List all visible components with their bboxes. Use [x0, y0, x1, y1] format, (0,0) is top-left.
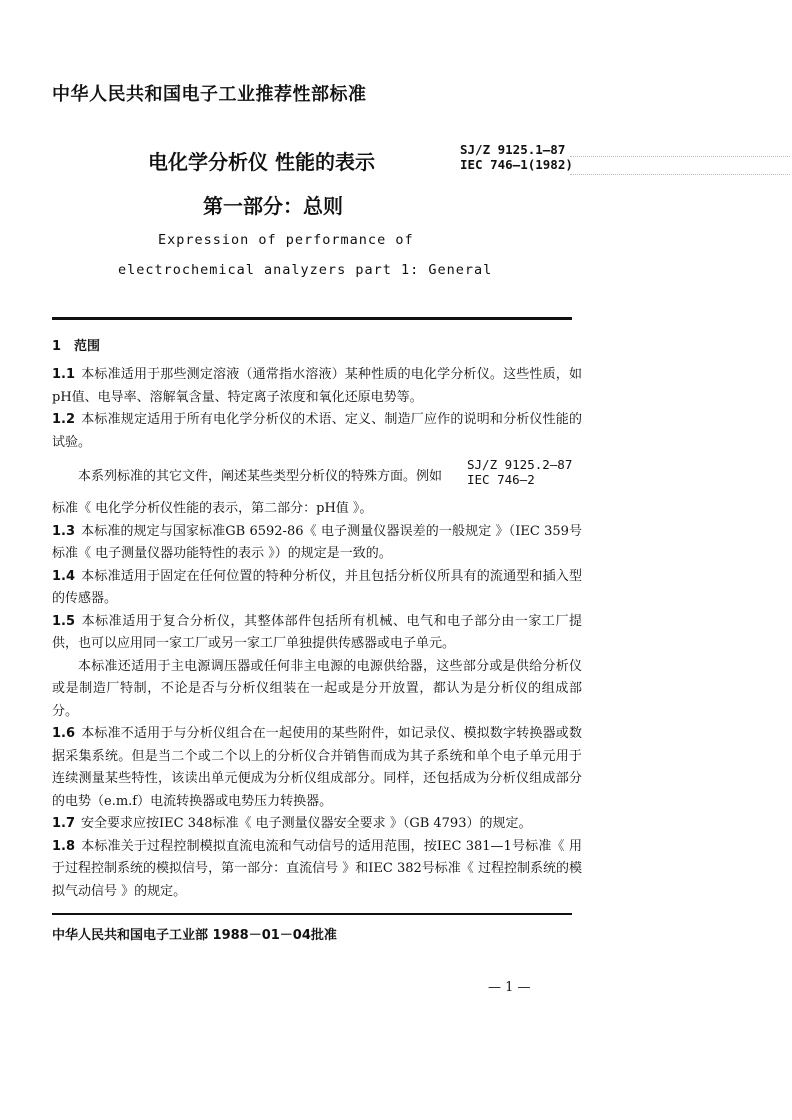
dotted-divider [570, 156, 790, 157]
clause-text: 本标准关于过程控制模拟直流电流和气动信号的适用范围，按IEC 381—1号标准《 用于过程控制系统的模拟信号，第一部分：直流信号 》和IEC 382号标准《 过程控制系统的模拟气动信号 》的规定。 [52, 838, 582, 899]
clause-text: 本标准的规定与国家标准GB 6592-86《 电子测量仪器误差的一般规定 》（IEC 359号标准《 电子测量仪器功能特性的表示 》）的规定是一致的。 [52, 523, 582, 561]
clause-text: 本标准适用于固定在任何位置的特种分析仪，并且包括分析仪所具有的流通型和插入型的传感器。 [52, 568, 582, 606]
clause-number: 1.7 [52, 816, 76, 831]
reference-iec-number: IEC 746—2 [467, 472, 535, 487]
document-body [52, 364, 582, 903]
section-heading: 1 范围 [52, 339, 101, 354]
clause-number: 1.2 [52, 412, 76, 427]
document-title-en-line2: electrochemical analyzers part 1: General [118, 262, 493, 278]
clause-1-6 [52, 723, 582, 813]
series-reference-text: 本系列标准的其它文件，阐述某些类型分析仪的特殊方面。例如 [78, 469, 443, 484]
iec-standard-number: IEC 746—1(1982) [460, 157, 573, 172]
clause-number: 1.6 [52, 726, 76, 741]
clause-1-1 [52, 364, 582, 409]
clause-1-5 [52, 611, 582, 656]
document-title-cn: 电化学分析仪 性能的表示 [148, 150, 375, 174]
clause-number: 1.1 [52, 367, 76, 382]
clause-1-5-continuation: 本标准还适用于主电源调压器或任何非主电源的电源供给器，这些部分或是供给分析仪或是制造厂特制，不论是否与分析仪组装在一起或是分开放置，都认为是分析仪的组成部分。 [52, 658, 582, 719]
series-reference-continuation: 标准《 电化学分析仪性能的表示，第二部分：pH值 》。 [52, 501, 373, 516]
document-title-en-line1: Expression of performance of [158, 232, 414, 248]
clause-text: 本标准规定适用于所有电化学分析仪的术语、定义、制造厂应作的说明和分析仪性能的试验。 [52, 412, 582, 450]
clause-text: 本标准不适用于与分析仪组合在一起使用的某些附件，如记录仪、模拟数字转换器或数据采集系统。但是当二个或二个以上的分析仪合并销售而成为其子系统和单个电子单元用于连续测量某些特性，该读出单元便成为分析仪组成部分。同样，还包括成为分析仪组成部分的电势（e.m.f）电流转换器或电势压力转换器。 [52, 726, 582, 809]
clause-number: 1.8 [52, 838, 76, 854]
clause-1-7 [52, 813, 582, 836]
clause-1-3 [52, 521, 582, 566]
clause-text: 安全要求应按IEC 348标准《 电子测量仪器安全要求 》（GB 4793）的规定。 [81, 816, 532, 831]
clause-1-2 [52, 409, 582, 454]
dotted-divider [570, 174, 790, 175]
reference-std-number: SJ/Z 9125.2—87 [467, 457, 573, 472]
issuing-authority-header: 中华人民共和国电子工业推荐性部标准 [52, 84, 367, 105]
clause-text: 本标准适用于那些测定溶液（通常指水溶液）某种性质的电化学分析仪。这些性质，如pH值、电导率、溶解氧含量、特定离子浓度和氧化还原电势等。 [52, 367, 582, 405]
page-number: — 1 — [488, 980, 531, 995]
approval-statement: 中华人民共和国电子工业部 1988－01－04批准 [52, 928, 337, 943]
clause-number: 1.4 [52, 568, 76, 584]
document-subtitle-cn: 第一部分：总则 [203, 194, 343, 218]
clause-number: 1.3 [52, 523, 76, 539]
clause-text: 本标准适用于复合分析仪，其整体部件包括所有机械、电气和电子部分由一家工厂提供，也可以应用同一家工厂或另一家工厂单独提供传感器或电子单元。 [52, 613, 582, 651]
header-rule [52, 317, 572, 320]
standard-number: SJ/Z 9125.1—87 [460, 142, 566, 157]
series-reference-standard [467, 457, 572, 487]
clause-number: 1.5 [52, 613, 76, 629]
footer-rule [52, 913, 572, 915]
series-reference [52, 454, 582, 498]
clause-1-4 [52, 566, 582, 611]
clause-1-8 [52, 836, 582, 904]
